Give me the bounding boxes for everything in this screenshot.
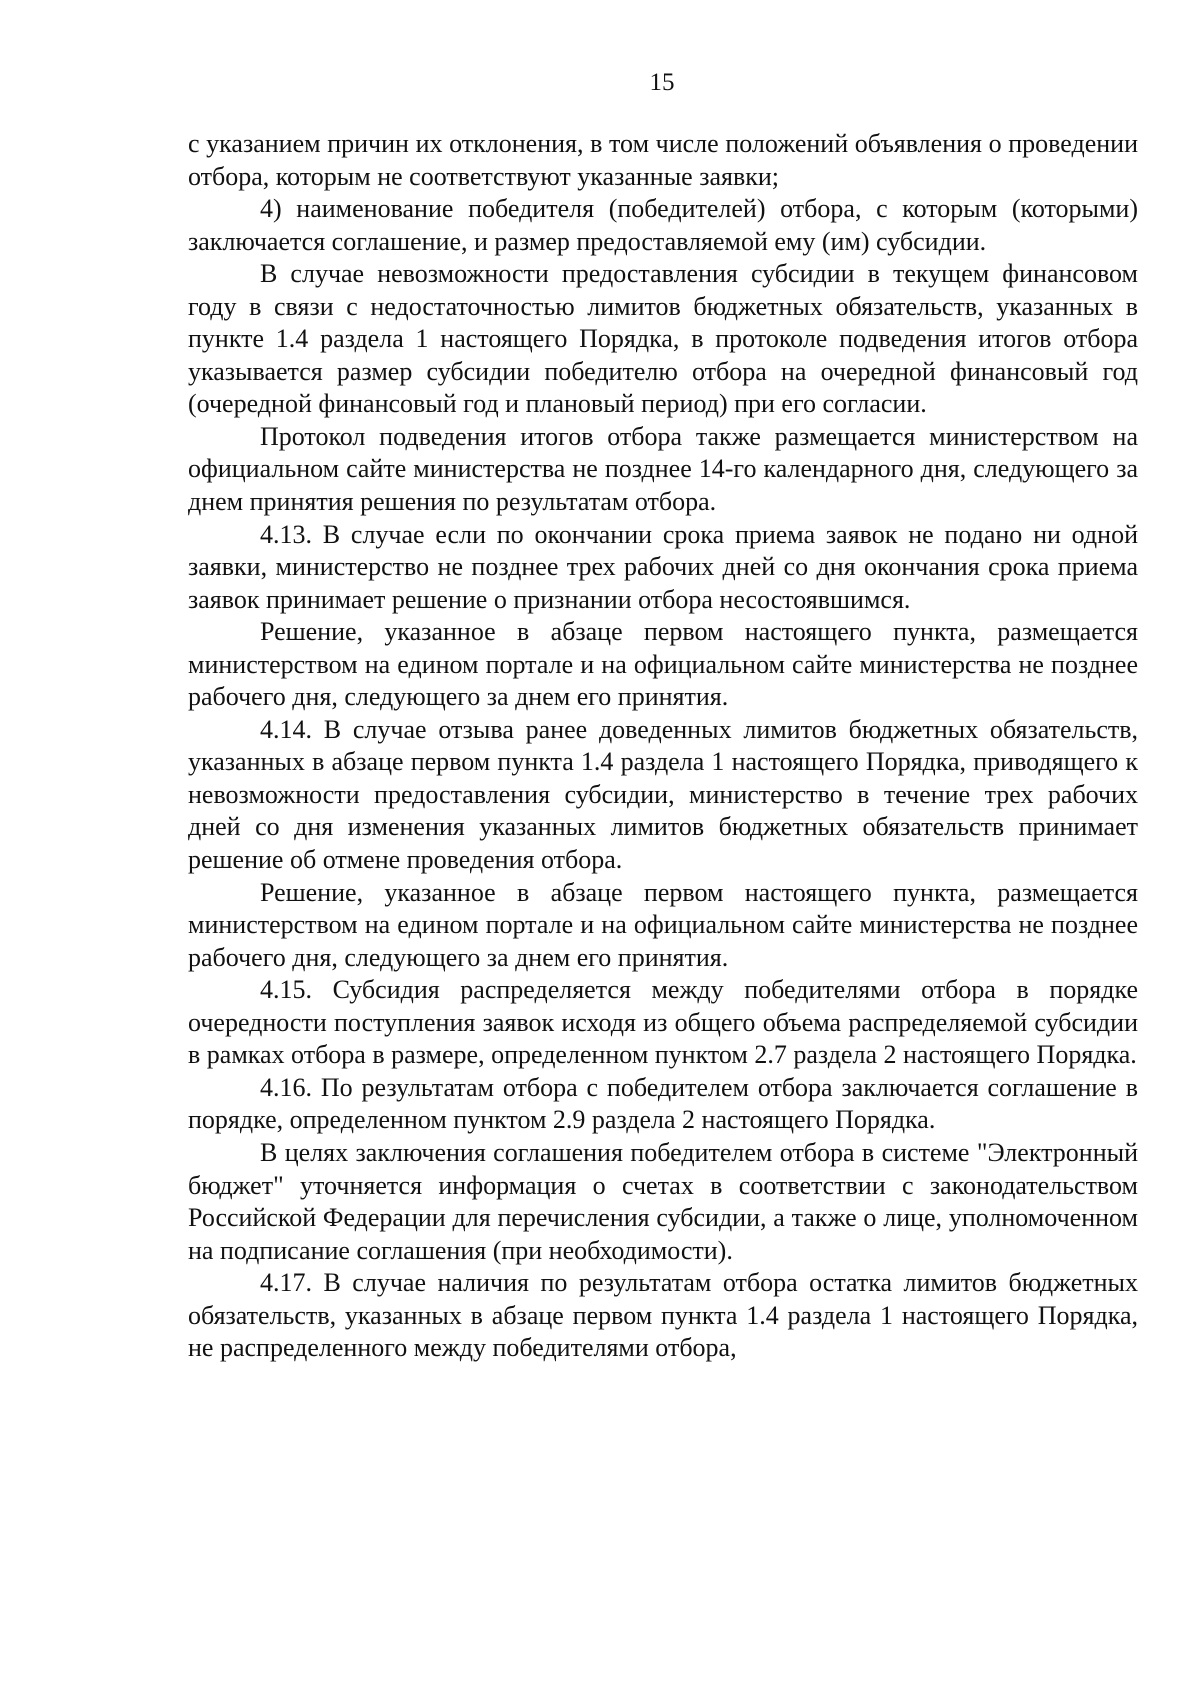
paragraph-electronic-budget: В целях заключения соглашения победителем отбора в системе "Электронный бюджет" уточняется информация о счетах в соответствии с законодательством Российской Федерации для перечисления субсидии, а также о лице, уполномоченном на подписание соглашения (при необходимости). [188,1137,1138,1265]
paragraph-protocol-publication: Протокол подведения итогов отбора также размещается министерством на официальном сайте министерства не позднее 14-го календарного дня, следующего за днем принятия решения по результатам отбора. [188,421,1138,517]
paragraph-4-16: 4.16. По результатам отбора с победителем отбора заключается соглашение в порядке, определенном пунктом 2.9 раздела 2 настоящего Порядка. [188,1072,1138,1135]
document-body [188,128,1138,1365]
paragraph-4-13: 4.13. В случае если по окончании срока приема заявок не подано ни одной заявки, министерство не позднее трех рабочих дней со дня окончания срока приема заявок принимает решение о признании отбора несостоявшимся. [188,519,1138,614]
paragraph-4-17: 4.17. В случае наличия по результатам отбора остатка лимитов бюджетных обязательств, указанных в абзаце первом пункта 1.4 раздела 1 настоящего Порядка, не распределенного между победителями отбора, [188,1268,1138,1363]
paragraph-decision-publication-1: Решение, указанное в абзаце первом настоящего пункта, размещается министерством на едином портале и на официальном сайте министерства не позднее рабочего дня, следующего за днем его принятия. [188,617,1138,712]
paragraph-budget-limits: В случае невозможности предоставления субсидии в текущем финансовом году в связи с недостаточностью лимитов бюджетных обязательств, указанных в пункте 1.4 раздела 1 настоящего Порядка, в протоколе подведения итогов отбора указывается размер субсидии победителю отбора на очередной финансовый год (очередной финансовый год и плановый период) при его согласии. [188,259,1138,419]
paragraph-decision-publication-2: Решение, указанное в абзаце первом настоящего пункта, размещается министерством на едином портале и на официальном сайте министерства не позднее рабочего дня, следующего за днем его принятия. [188,877,1138,972]
page-number: 15 [649,69,675,96]
paragraph-continuation: с указанием причин их отклонения, в том числе положений объявления о проведении отбора, которым не соответствуют указанные заявки; [188,129,1138,191]
paragraph-4-14: 4.14. В случае отзыва ранее доведенных лимитов бюджетных обязательств, указанных в абзаце первом пункта 1.4 раздела 1 настоящего Порядка, приводящего к невозможности предоставления субсидии, министерство в течение трех рабочих дней со дня изменения указанных лимитов бюджетных обязательств принимает решение об отмене проведения отбора. [188,714,1138,875]
paragraph-4-15: 4.15. Субсидия распределяется между победителями отбора в порядке очередности поступления заявок исходя из общего объема распределяемой субсидии в рамках отбора в размере, определенном пунктом 2.7 раздела 2 настоящего Порядка. [188,975,1138,1070]
paragraph-item-4: 4) наименование победителя (победителей) отбора, с которым (которыми) заключается соглашение, и размер предоставляемой ему (им) субсидии. [188,194,1138,256]
